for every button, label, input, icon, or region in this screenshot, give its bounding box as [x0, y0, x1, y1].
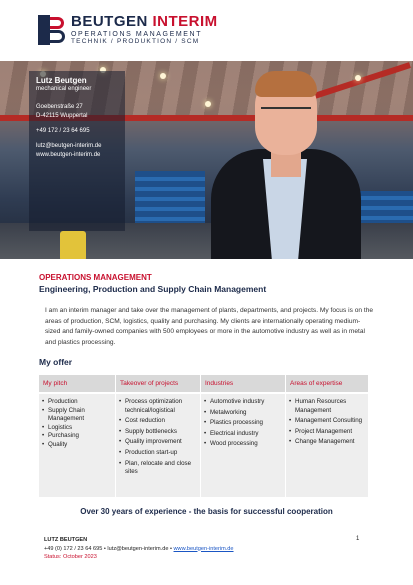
page-number: 1: [356, 536, 360, 542]
list-item: • Production: [42, 398, 78, 405]
list-item: • Automotive industry: [204, 398, 265, 405]
footer-company: LUTZ BEUTGEN: [44, 537, 88, 543]
list-item: • Quality improvement: [119, 438, 182, 446]
contact-phone: +49 172 / 23 64 695: [36, 128, 90, 134]
logo-subtitle-1: OPERATIONS MANAGEMENT: [71, 31, 203, 39]
list-item: • Human Resources Management: [289, 398, 347, 414]
offer-column-pitch: [39, 375, 115, 497]
list-item: • Purchasing: [42, 432, 79, 440]
list-item: • Electrical industry: [204, 429, 259, 437]
offer-column-projects: [116, 375, 200, 497]
intro-paragraph: I am an interim manager and take over the management of plants, departments, and projects. My focus is on the areas of production, SCM, logistics, quality and purchasing. My clients are internationally operating medium-sized and family-owned companies with 500 employees or more in the automotive industry as well as in metal and plastics processing.: [45, 307, 374, 346]
column-body: [286, 394, 368, 497]
contact-web[interactable]: www.beutgen-interim.de: [36, 152, 101, 158]
section-title: Engineering, Production and Supply Chain Management: [39, 284, 267, 294]
list-item: • Wood processing: [204, 440, 258, 448]
list-item: • Management Consulting: [289, 417, 363, 425]
column-header: Areas of expertise: [286, 375, 368, 392]
contact-card: [29, 71, 125, 231]
contact-name: Lutz Beutgen: [36, 76, 87, 85]
list-item: • Plan, relocate and close sites: [119, 459, 192, 476]
footer-email[interactable]: lutz@beutgen-interim.de: [107, 545, 169, 552]
footer-status: Status: October 2023: [44, 554, 97, 560]
column-body: [201, 394, 285, 497]
tagline: Over 30 years of experience - the basis for successful cooperation: [80, 507, 333, 516]
company-logo: [38, 14, 218, 46]
contact-street: Goebenstraße 27: [36, 104, 83, 110]
list-item: • Supply Chain Management: [42, 406, 85, 423]
offer-table: [39, 375, 369, 497]
footer: [44, 536, 364, 562]
logo-name-part1: BEUTGEN: [71, 13, 148, 31]
footer-web-link[interactable]: www.beutgen-interim.de: [173, 545, 234, 552]
logo-name: [71, 14, 218, 29]
contact-role: mechanical engineer: [36, 86, 92, 92]
column-body: [116, 394, 200, 497]
list-item: • Change Management: [289, 438, 355, 446]
list-item: • Plastics processing: [204, 419, 263, 427]
offer-column-expertise: [286, 375, 368, 497]
footer-phone: +49 (0) 172 / 23 64 695: [44, 545, 103, 552]
column-body: [39, 394, 115, 497]
list-item: • Quality: [42, 440, 68, 448]
column-header: My pitch: [39, 375, 115, 392]
list-item: • Production start-up: [119, 448, 178, 456]
column-header: Takeover of projects: [116, 375, 200, 392]
logo-mark-icon: [38, 15, 66, 45]
offer-column-industries: [201, 375, 285, 497]
section-kicker: OPERATIONS MANAGEMENT: [39, 273, 152, 282]
offer-title: My offer: [39, 357, 73, 367]
contact-email[interactable]: lutz@beutgen-interim.de: [36, 143, 102, 149]
list-item: • Process optimization technical/logistical: [119, 398, 183, 414]
contact-city: D-42115 Wuppertal: [36, 113, 88, 119]
portrait-photo: [211, 69, 361, 259]
logo-subtitle-2: TECHNIK / PRODUKTION / SCM: [71, 38, 200, 46]
list-item: • Logistics: [42, 423, 73, 431]
list-item: • Project Management: [289, 427, 353, 435]
footer-contact-line: +49 (0) 172 / 23 64 695 • lutz@beutgen-interim.de • www.beutgen-interim.de: [44, 545, 234, 552]
list-item: • Cost reduction: [119, 417, 165, 425]
column-header: Industries: [201, 375, 285, 392]
list-item: • Supply bottlenecks: [119, 427, 177, 435]
list-item: • Metalworking: [204, 408, 247, 416]
logo-name-part2: INTERIM: [152, 13, 218, 31]
